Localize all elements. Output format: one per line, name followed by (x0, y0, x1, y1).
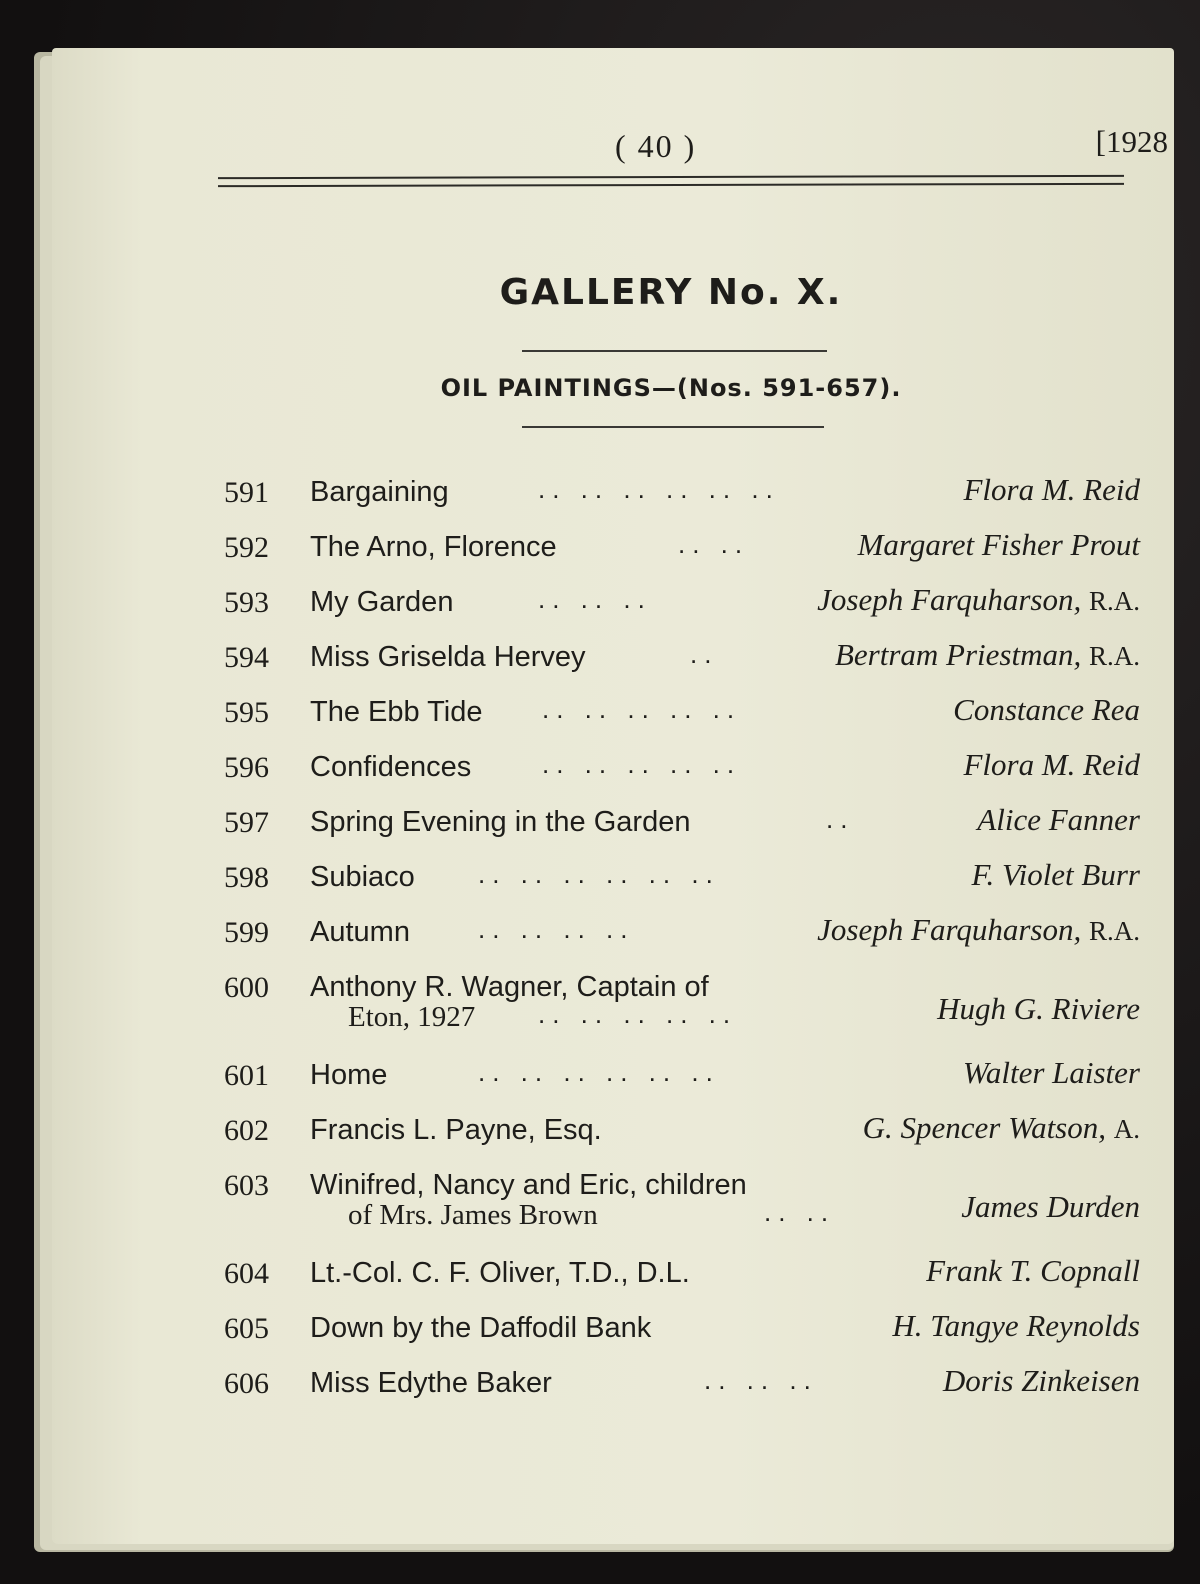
entry-title: Confidences (310, 751, 472, 783)
catalogue-entry (220, 1159, 1150, 1247)
entry-artist (964, 747, 1141, 783)
catalogue-entry (220, 576, 1150, 631)
title-divider-top (522, 350, 827, 352)
gallery-title: GALLERY No. X. (499, 272, 843, 313)
catalogue-entry (220, 1302, 1150, 1357)
catalogue-entry (220, 851, 1150, 906)
entry-number: 605 (224, 1312, 269, 1345)
catalogue-entry (220, 521, 1150, 576)
catalogue-entry (220, 741, 1150, 796)
entry-number: 595 (224, 696, 269, 729)
entry-title: Winifred, Nancy and Eric, children (310, 1169, 747, 1201)
catalogue-entry (220, 906, 1150, 961)
catalogue-entry (220, 1247, 1150, 1302)
catalogue-list (220, 466, 1150, 1412)
entry-title-continued: Eton, 1927 (348, 1001, 476, 1033)
catalogue-entry (220, 796, 1150, 851)
catalogue-entry (220, 1049, 1150, 1104)
catalogue-page (52, 48, 1174, 1544)
artist-honour: R.A. (1088, 641, 1140, 671)
entry-number: 592 (224, 531, 269, 564)
artist-name: F. Violet Burr (971, 857, 1140, 892)
catalogue-entry (220, 1104, 1150, 1159)
entry-artist (863, 1110, 1140, 1146)
artist-name: Doris Zinkeisen (942, 1363, 1140, 1398)
leader-dots: .. .. .. .. .. .. (538, 474, 780, 504)
entry-number: 598 (224, 861, 269, 894)
entry-title-continued: of Mrs. James Brown (348, 1199, 598, 1231)
leader-dots: .. .. (764, 1197, 836, 1227)
entry-artist (892, 1308, 1140, 1344)
catalogue-entry (220, 466, 1150, 521)
entry-artist (961, 1189, 1140, 1225)
artist-name: Joseph Farquharson, (817, 582, 1082, 617)
leader-dots: .. (690, 639, 719, 669)
artist-name: Bertram Priestman, (834, 637, 1082, 672)
title-divider-bottom (522, 426, 824, 428)
header-double-rule (218, 175, 1124, 187)
entry-number: 593 (224, 586, 269, 619)
artist-name: G. Spencer Watson, (862, 1110, 1106, 1145)
entry-number: 599 (224, 916, 269, 949)
entry-number: 600 (224, 971, 269, 1004)
artist-name: Walter Laister (962, 1055, 1140, 1090)
artist-name: Frank T. Copnall (926, 1253, 1140, 1288)
leader-dots: .. .. (678, 529, 750, 559)
entry-number: 596 (224, 751, 269, 784)
catalogue-entry (220, 631, 1150, 686)
artist-name: Joseph Farquharson, (817, 912, 1082, 947)
entry-title: Spring Evening in the Garden (310, 806, 691, 838)
artist-name: H. Tangye Reynolds (892, 1308, 1140, 1343)
catalogue-entry (220, 686, 1150, 741)
entry-artist (926, 1253, 1140, 1289)
leader-dots: .. .. .. (538, 584, 652, 614)
artist-name: Hugh G. Riviere (937, 991, 1140, 1026)
entry-title: Miss Griselda Hervey (310, 641, 586, 673)
entry-artist (817, 582, 1140, 618)
leader-dots: .. .. .. (704, 1365, 818, 1395)
entry-number: 604 (224, 1257, 269, 1290)
leader-dots: .. .. .. .. .. (538, 999, 738, 1029)
artist-name: Alice Fanner (977, 802, 1140, 837)
entry-title: Autumn (310, 916, 410, 948)
catalogue-entry (220, 1357, 1150, 1412)
entry-artist (937, 991, 1140, 1027)
entry-title: Down by the Daffodil Bank (310, 1312, 652, 1344)
entry-number: 601 (224, 1059, 269, 1092)
entry-artist (817, 912, 1140, 948)
leader-dots: .. .. .. .. .. (542, 694, 742, 724)
entry-title: My Garden (310, 586, 454, 618)
entry-title: The Ebb Tide (310, 696, 483, 728)
entry-title: The Arno, Florence (310, 531, 557, 563)
artist-honour: R.A. (1088, 916, 1140, 946)
entry-artist (858, 527, 1140, 563)
entry-title: Anthony R. Wagner, Captain of (310, 971, 709, 1003)
leader-dots: .. .. .. .. .. .. (478, 1057, 720, 1087)
section-subtitle: OIL PAINTINGS—(Nos. 591-657). (440, 374, 902, 402)
entry-number: 591 (224, 476, 269, 509)
artist-name: Flora M. Reid (963, 472, 1140, 507)
leader-dots: .. (826, 804, 855, 834)
page-number: ( 40 ) (615, 128, 697, 164)
page-header (220, 124, 1180, 168)
entry-number: 594 (224, 641, 269, 674)
entry-artist (943, 1363, 1140, 1399)
artist-honour: R.A. (1088, 586, 1140, 616)
entry-number: 597 (224, 806, 269, 839)
entry-number: 606 (224, 1367, 269, 1400)
entry-artist (953, 692, 1140, 728)
entry-artist (835, 637, 1140, 673)
catalogue-entry (220, 961, 1150, 1049)
leader-dots: .. .. .. .. .. (542, 749, 742, 779)
entry-artist (977, 802, 1140, 838)
entry-title: Bargaining (310, 476, 449, 508)
leader-dots: .. .. .. .. (478, 914, 635, 944)
entry-artist (964, 472, 1141, 508)
artist-name: Margaret Fisher Prout (857, 527, 1140, 562)
entry-title: Francis L. Payne, Esq. (310, 1114, 602, 1146)
leader-dots: .. .. .. .. .. .. (478, 859, 720, 889)
entry-title: Subiaco (310, 861, 415, 893)
entry-title: Lt.-Col. C. F. Oliver, T.D., D.L. (310, 1257, 690, 1289)
entry-title: Miss Edythe Baker (310, 1367, 552, 1399)
entry-number: 603 (224, 1169, 269, 1202)
entry-title: Home (310, 1059, 388, 1091)
artist-name: James Durden (961, 1189, 1140, 1224)
entry-artist (972, 857, 1141, 893)
artist-name: Flora M. Reid (963, 747, 1140, 782)
artist-honour: A. (1113, 1114, 1140, 1144)
entry-number: 602 (224, 1114, 269, 1147)
entry-artist (963, 1055, 1140, 1091)
artist-name: Constance Rea (953, 692, 1140, 727)
year-marker: [1928 (1095, 124, 1168, 159)
